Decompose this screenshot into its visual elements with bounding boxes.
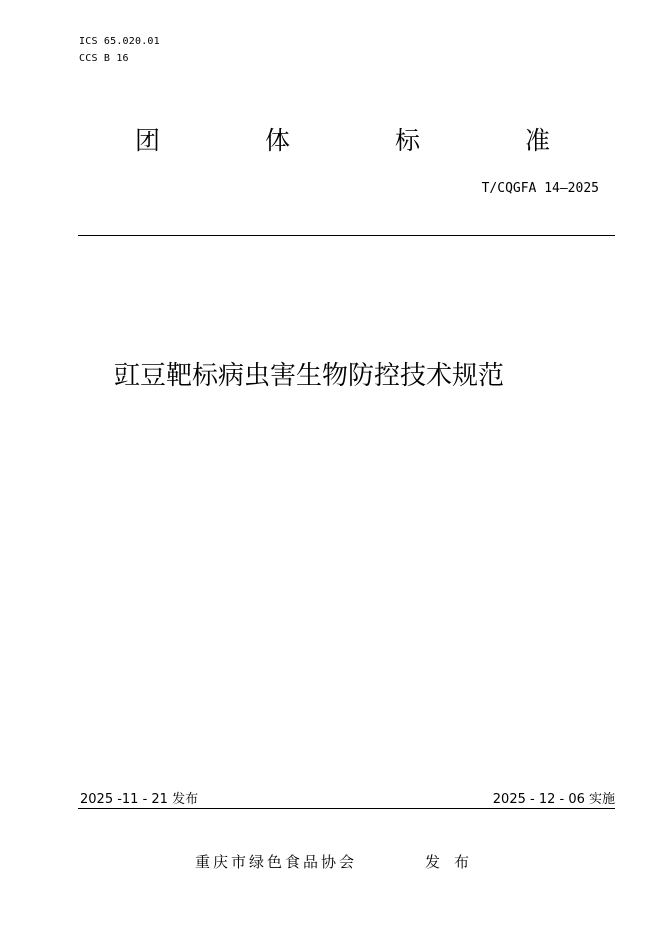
standard-type-char-1: 团 — [135, 126, 161, 155]
standard-type-char-2: 体 — [265, 126, 291, 155]
ccs-code: CCS B 16 — [79, 53, 129, 64]
publisher-name: 重庆市绿色食品协会 — [195, 853, 358, 871]
ics-code: ICS 65.020.01 — [79, 36, 160, 47]
implement-date: 2025 - 12 - 06 实施 — [492, 792, 615, 807]
standard-type-char-4: 准 — [525, 126, 551, 155]
footer-divider — [78, 808, 615, 809]
standard-number: T/CQGFA 14—2025 — [481, 181, 599, 196]
publish-date: 2025 -11 - 21 发布 — [80, 792, 199, 807]
publisher-action: 发布 — [425, 853, 484, 871]
document-title: 豇豆靶标病虫害生物防控技术规范 — [114, 361, 505, 391]
header-divider — [78, 235, 615, 236]
standard-type-char-3: 标 — [395, 126, 421, 155]
